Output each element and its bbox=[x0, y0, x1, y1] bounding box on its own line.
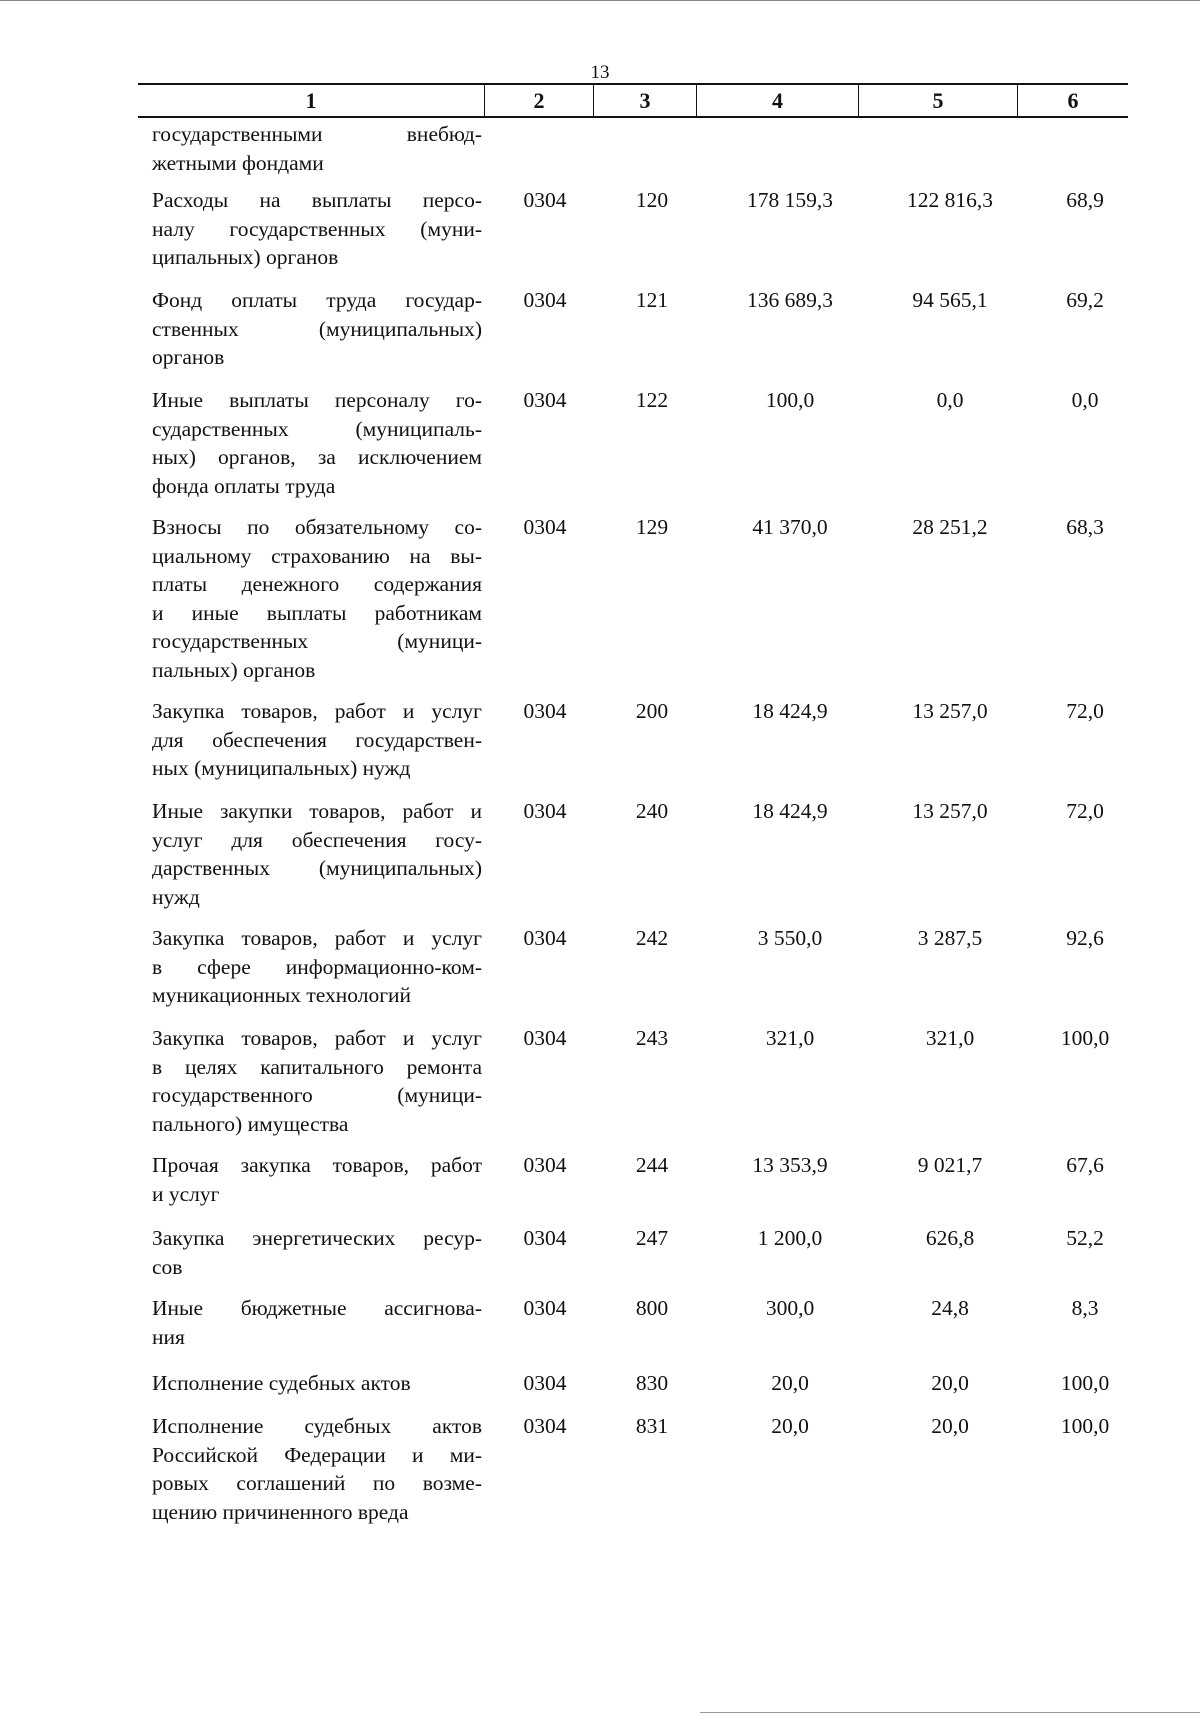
cell-col-5: 3 287,5 bbox=[917, 926, 983, 950]
cell-col-6: 100,0 bbox=[1060, 1414, 1110, 1438]
description-line: ния bbox=[152, 1324, 185, 1349]
description-line: ных) органов, за исключением bbox=[152, 445, 482, 469]
cell-col-4: 13 353,9 bbox=[752, 1153, 828, 1177]
table-header-cell: 1 bbox=[138, 85, 485, 116]
cell-col-3: 122 bbox=[635, 388, 669, 412]
cell-col-2: 0304 bbox=[523, 288, 567, 312]
cell-col-4: 18 424,9 bbox=[752, 799, 828, 823]
description-line: органов bbox=[152, 345, 225, 369]
cell-col-3: 120 bbox=[635, 188, 669, 212]
cell-col-6: 92,6 bbox=[1066, 926, 1104, 950]
cell-col-4: 41 370,0 bbox=[752, 515, 828, 539]
description-line: ных (муниципальных) нужд bbox=[152, 756, 411, 780]
cell-col-4: 20,0 bbox=[771, 1371, 809, 1395]
description-line: Иные выплаты персоналу го- bbox=[152, 388, 482, 412]
scan-artifact-top bbox=[0, 0, 1200, 1]
row-description bbox=[152, 924, 482, 1010]
cell-col-4: 300,0 bbox=[765, 1296, 815, 1320]
row-description bbox=[152, 1024, 482, 1138]
description-line: в сфере информационно-ком- bbox=[152, 954, 482, 979]
cell-col-6: 69,2 bbox=[1066, 288, 1104, 312]
description-line: государственными внебюд- bbox=[152, 122, 482, 146]
cell-col-5: 20,0 bbox=[931, 1371, 969, 1395]
cell-col-6: 68,9 bbox=[1066, 188, 1104, 212]
cell-col-5: 94 565,1 bbox=[912, 288, 988, 312]
cell-col-2: 0304 bbox=[523, 1226, 567, 1250]
description-line: пального) имущества bbox=[152, 1111, 349, 1136]
cell-col-3: 831 bbox=[635, 1414, 669, 1438]
cell-col-4: 321,0 bbox=[765, 1026, 815, 1050]
description-line: Закупка товаров, работ и услуг bbox=[152, 926, 482, 950]
cell-col-2: 0304 bbox=[523, 699, 567, 723]
description-line: ципальных) органов bbox=[152, 245, 339, 269]
cell-col-5: 122 816,3 bbox=[907, 188, 993, 212]
page-number: 13 bbox=[590, 62, 610, 83]
description-line: Исполнение судебных актов bbox=[152, 1371, 411, 1395]
description-line: услуг для обеспечения госу- bbox=[152, 827, 482, 852]
cell-col-5: 626,8 bbox=[925, 1226, 975, 1250]
description-line: ровых соглашений по возме- bbox=[152, 1471, 482, 1495]
cell-col-3: 244 bbox=[635, 1153, 669, 1177]
cell-col-5: 13 257,0 bbox=[912, 699, 988, 723]
cell-col-3: 200 bbox=[635, 699, 669, 723]
description-line: ственных (муниципальных) bbox=[152, 316, 482, 341]
cell-col-4: 3 550,0 bbox=[757, 926, 823, 950]
table-header-cell: 4 bbox=[697, 85, 859, 116]
cell-col-3: 129 bbox=[635, 515, 669, 539]
row-description bbox=[152, 1369, 482, 1398]
cell-col-6: 52,2 bbox=[1066, 1226, 1104, 1250]
cell-col-5: 321,0 bbox=[925, 1026, 975, 1050]
cell-col-2: 0304 bbox=[523, 1371, 567, 1395]
cell-col-4: 136 689,3 bbox=[747, 288, 833, 312]
cell-col-6: 100,0 bbox=[1060, 1371, 1110, 1395]
description-line: государственных (муници- bbox=[152, 629, 482, 653]
cell-col-3: 830 bbox=[635, 1371, 669, 1395]
cell-col-2: 0304 bbox=[523, 926, 567, 950]
table-header-cell: 2 bbox=[485, 85, 594, 116]
description-line: Закупка товаров, работ и услуг bbox=[152, 699, 482, 723]
description-line: пальных) органов bbox=[152, 657, 316, 682]
table-header-cell: 5 bbox=[859, 85, 1018, 116]
scan-artifact-bottom bbox=[700, 1712, 1200, 1713]
row-description bbox=[152, 1294, 482, 1351]
cell-col-3: 242 bbox=[635, 926, 669, 950]
description-line: Иные бюджетные ассигнова- bbox=[152, 1296, 482, 1320]
description-line: для обеспечения государствен- bbox=[152, 727, 482, 752]
description-line: Фонд оплаты труда государ- bbox=[152, 288, 482, 312]
cell-col-6: 8,3 bbox=[1071, 1296, 1099, 1320]
row-description bbox=[152, 697, 482, 783]
row-description bbox=[152, 186, 482, 272]
description-line: муникационных технологий bbox=[152, 983, 412, 1007]
cell-col-6: 72,0 bbox=[1066, 799, 1104, 823]
description-line: сударственных (муниципаль- bbox=[152, 416, 482, 441]
description-line: Российской Федерации и ми- bbox=[152, 1442, 482, 1467]
cell-col-2: 0304 bbox=[523, 1026, 567, 1050]
description-line: щению причиненного вреда bbox=[152, 1499, 409, 1524]
cell-col-4: 178 159,3 bbox=[747, 188, 833, 212]
cell-col-5: 24,8 bbox=[931, 1296, 969, 1320]
description-line: циальному страхованию на вы- bbox=[152, 543, 482, 568]
row-description bbox=[152, 513, 482, 684]
cell-col-2: 0304 bbox=[523, 1414, 567, 1438]
cell-col-5: 0,0 bbox=[936, 388, 964, 412]
cell-col-3: 121 bbox=[635, 288, 669, 312]
description-line: Взносы по обязательному со- bbox=[152, 515, 482, 539]
row-description bbox=[152, 286, 482, 372]
cell-col-6: 68,3 bbox=[1066, 515, 1104, 539]
cell-col-5: 28 251,2 bbox=[912, 515, 988, 539]
table-header-cell: 3 bbox=[594, 85, 697, 116]
cell-col-3: 800 bbox=[635, 1296, 669, 1320]
cell-col-3: 247 bbox=[635, 1226, 669, 1250]
cell-col-2: 0304 bbox=[523, 1153, 567, 1177]
cell-col-4: 18 424,9 bbox=[752, 699, 828, 723]
description-line: Иные закупки товаров, работ и bbox=[152, 799, 482, 823]
description-line: дарственных (муниципальных) bbox=[152, 856, 482, 880]
description-line: платы денежного содержания bbox=[152, 572, 482, 596]
description-line: Прочая закупка товаров, работ bbox=[152, 1153, 482, 1177]
cell-col-2: 0304 bbox=[523, 188, 567, 212]
cell-col-2: 0304 bbox=[523, 388, 567, 412]
cell-col-2: 0304 bbox=[523, 799, 567, 823]
cell-col-2: 0304 bbox=[523, 515, 567, 539]
cell-col-6: 0,0 bbox=[1071, 388, 1099, 412]
cell-col-3: 240 bbox=[635, 799, 669, 823]
cell-col-5: 9 021,7 bbox=[917, 1153, 983, 1177]
cell-col-6: 72,0 bbox=[1066, 699, 1104, 723]
cell-col-5: 13 257,0 bbox=[912, 799, 988, 823]
cell-col-3: 243 bbox=[635, 1026, 669, 1050]
row-description bbox=[152, 386, 482, 500]
description-line: Расходы на выплаты персо- bbox=[152, 188, 482, 212]
description-line: нужд bbox=[152, 884, 200, 909]
cell-col-6: 67,6 bbox=[1066, 1153, 1104, 1177]
row-description bbox=[152, 797, 482, 911]
row-description bbox=[152, 1224, 482, 1281]
description-line: Закупка энергетических ресур- bbox=[152, 1226, 482, 1250]
row-description bbox=[152, 1412, 482, 1526]
table-header-cell: 6 bbox=[1067, 88, 1079, 113]
row-description bbox=[152, 1151, 482, 1208]
cell-col-2: 0304 bbox=[523, 1296, 567, 1320]
description-line: и услуг bbox=[152, 1181, 220, 1206]
description-line: сов bbox=[152, 1254, 183, 1279]
row-description bbox=[152, 120, 482, 177]
table-header-row bbox=[138, 83, 1128, 118]
description-line: и иные выплаты работникам bbox=[152, 600, 482, 625]
description-line: фонда оплаты труда bbox=[152, 473, 336, 498]
description-line: государственного (муници- bbox=[152, 1083, 482, 1107]
description-line: Закупка товаров, работ и услуг bbox=[152, 1026, 482, 1050]
cell-col-4: 100,0 bbox=[765, 388, 815, 412]
description-line: Исполнение судебных актов bbox=[152, 1414, 482, 1438]
cell-col-4: 20,0 bbox=[771, 1414, 809, 1438]
cell-col-4: 1 200,0 bbox=[757, 1226, 823, 1250]
cell-col-5: 20,0 bbox=[931, 1414, 969, 1438]
cell-col-6: 100,0 bbox=[1060, 1026, 1110, 1050]
description-line: в целях капитального ремонта bbox=[152, 1054, 482, 1079]
description-line: жетными фондами bbox=[152, 150, 324, 175]
description-line: налу государственных (муни- bbox=[152, 216, 482, 241]
